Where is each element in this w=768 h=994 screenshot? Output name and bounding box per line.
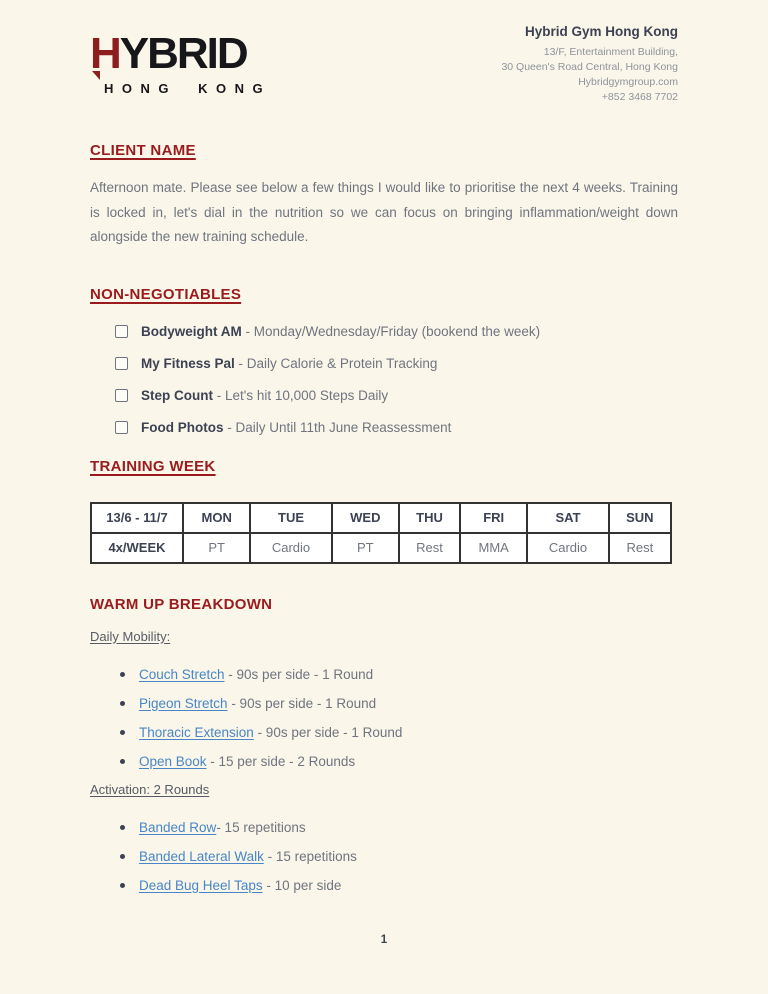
table-cell-mon-activity: PT	[183, 533, 250, 563]
check-item-detail: - Let's hit 10,000 Steps Daily	[213, 387, 389, 403]
check-item-title: My Fitness Pal	[141, 355, 235, 371]
list-item	[115, 387, 678, 404]
exercise-detail: - 15 per side - 2 Rounds	[206, 753, 356, 769]
check-item-title: Step Count	[141, 387, 213, 403]
hybrid-logo	[90, 22, 271, 96]
intro-paragraph: Afternoon mate. Please see below a few things I would like to prioritise the next 4 weeks. Training is locked in, let's dial in the nutrition so we can focus on bringing inflammation/weight down alongside the new training schedule.	[90, 180, 678, 244]
list-item	[120, 753, 678, 770]
exercise-detail: - 15 repetitions	[263, 848, 357, 864]
table-cell-sun: SUN	[609, 503, 671, 533]
gym-address-line1: 13/F, Entertainment Building,	[543, 46, 678, 58]
bullet-icon	[120, 759, 125, 764]
table-cell-fri-activity: MMA	[460, 533, 527, 563]
table-cell-wed-activity: PT	[332, 533, 399, 563]
exercise-detail: - 90s per side - 1 Round	[224, 666, 374, 682]
table-cell-thu-activity: Rest	[399, 533, 460, 563]
check-item-title: Bodyweight AM	[141, 323, 242, 339]
logo-subtitle: HONG KONG	[104, 81, 272, 96]
gym-phone: +852 3468 7702	[601, 91, 678, 103]
activation-label: Activation: 2 Rounds	[90, 781, 210, 797]
bullet-icon	[120, 883, 125, 888]
table-cell-date-range: 13/6 - 11/7	[91, 503, 183, 533]
gym-address-line2: 30 Queen's Road Central, Hong Kong	[501, 61, 678, 73]
table-cell-tue-activity: Cardio	[250, 533, 331, 563]
table-cell-wed: WED	[332, 503, 399, 533]
logo-rest-letters: YBRID	[119, 29, 247, 78]
list-item	[120, 877, 678, 894]
activation-list	[90, 819, 678, 894]
gym-name: Hybrid Gym Hong Kong	[525, 24, 678, 39]
table-cell-sat-activity: Cardio	[527, 533, 608, 563]
table-value-row	[91, 533, 671, 563]
check-item-detail: - Monday/Wednesday/Friday (bookend the week)	[241, 323, 541, 339]
table-cell-frequency: 4x/WEEK	[91, 533, 183, 563]
list-item	[115, 323, 678, 340]
exercise-detail: - 90s per side - 1 Round	[253, 724, 403, 740]
bullet-icon	[120, 730, 125, 735]
checkbox-icon[interactable]	[115, 389, 128, 402]
bullet-icon	[120, 854, 125, 859]
table-header-row	[91, 503, 671, 533]
table-cell-thu: THU	[399, 503, 460, 533]
table-cell-sun-activity: Rest	[609, 533, 671, 563]
page-number: 1	[380, 934, 388, 946]
dead-bug-heel-taps-link[interactable]: Dead Bug Heel Taps	[139, 877, 263, 893]
table-cell-sat: SAT	[527, 503, 608, 533]
list-item	[120, 819, 678, 836]
exercise-detail: - 90s per side - 1 Round	[227, 695, 377, 711]
gym-website: Hybridgymgroup.com	[578, 76, 678, 88]
open-book-link[interactable]: Open Book	[139, 753, 207, 769]
table-cell-fri: FRI	[460, 503, 527, 533]
checkbox-icon[interactable]	[115, 357, 128, 370]
checkbox-icon[interactable]	[115, 325, 128, 338]
training-week-table	[90, 502, 672, 564]
gym-contact-block	[501, 22, 678, 105]
banded-lateral-walk-link[interactable]: Banded Lateral Walk	[139, 848, 264, 864]
bullet-icon	[120, 672, 125, 677]
exercise-detail: - 15 repetitions	[216, 819, 306, 835]
check-item-detail: - Daily Calorie & Protein Tracking	[234, 355, 438, 371]
daily-mobility-list	[90, 666, 678, 770]
check-item-title: Food Photos	[141, 419, 224, 435]
exercise-detail: - 10 per side	[262, 877, 342, 893]
list-item	[120, 724, 678, 741]
logo-wordmark	[90, 29, 271, 78]
client-name-heading: CLIENT NAME	[90, 142, 196, 159]
list-item	[120, 666, 678, 683]
thoracic-extension-link[interactable]: Thoracic Extension	[139, 724, 254, 740]
list-item	[120, 695, 678, 712]
list-item	[120, 848, 678, 865]
list-item	[115, 419, 678, 436]
check-item-detail: - Daily Until 11th June Reassessment	[223, 419, 452, 435]
logo-h-letter: H	[90, 29, 120, 78]
bullet-icon	[120, 825, 125, 830]
checkbox-icon[interactable]	[115, 421, 128, 434]
table-cell-tue: TUE	[250, 503, 331, 533]
warm-up-heading: WARM UP BREAKDOWN	[90, 595, 273, 613]
daily-mobility-label: Daily Mobility:	[90, 628, 171, 644]
pigeon-stretch-link[interactable]: Pigeon Stretch	[139, 695, 228, 711]
table-cell-mon: MON	[183, 503, 250, 533]
training-week-heading: TRAINING WEEK	[90, 457, 216, 475]
list-item	[115, 355, 678, 372]
banded-row-link[interactable]: Banded Row	[139, 819, 217, 835]
bullet-icon	[120, 701, 125, 706]
non-negotiables-list	[90, 323, 678, 436]
couch-stretch-link[interactable]: Couch Stretch	[139, 666, 225, 682]
page-header	[90, 22, 678, 105]
non-negotiables-heading: NON-NEGOTIABLES	[90, 285, 242, 303]
